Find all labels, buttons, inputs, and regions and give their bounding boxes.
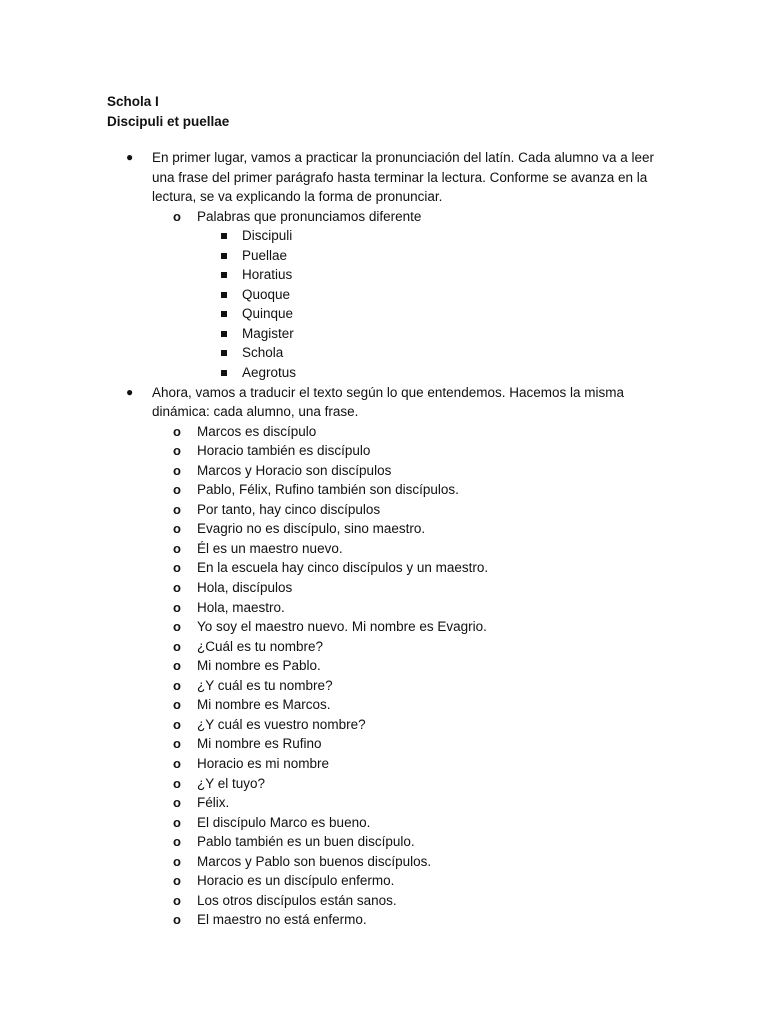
square-bullet-icon [221, 370, 227, 376]
word-text: Puellae [242, 247, 288, 263]
document-header [107, 92, 229, 132]
sub-list-item-text: Horacio también es discípulo [197, 443, 371, 459]
sub-list-item [0, 656, 668, 676]
sub-list-item-text: ¿Y cuál es tu nombre? [197, 677, 333, 693]
circle-bullet-icon: o [173, 755, 181, 771]
sub-list-item [0, 852, 668, 872]
sub-list-item [0, 715, 668, 735]
sub-list-item [0, 519, 668, 539]
word-text: Magister [242, 325, 294, 341]
circle-bullet-icon: o [173, 873, 181, 889]
sub-list-item [0, 500, 668, 520]
sub-list-item [0, 891, 668, 911]
circle-bullet-icon: o [173, 775, 181, 791]
word-list-item [0, 363, 668, 383]
sub-list-item [0, 871, 668, 891]
sub-list-item-text: Palabras que pronunciamos diferente [197, 208, 422, 224]
sub-list-item-text: Marcos y Pablo son buenos discípulos. [197, 853, 432, 869]
sub-list-item-text: Él es un maestro nuevo. [197, 540, 343, 556]
sub-list-item [0, 617, 668, 637]
sub-list-item-text: Mi nombre es Rufino [197, 736, 322, 752]
sub-list-item [0, 461, 668, 481]
sub-list-item [0, 832, 668, 852]
circle-bullet-icon: o [173, 580, 181, 596]
list-item-text: En primer lugar, vamos a practicar la pronunciación del latín. Cada alumno va a leer una frase del primer parágrafo hasta terminar la lectura. Conforme se avanza en la lectura, se va explicando la forma de pronunciar. [152, 150, 655, 205]
square-bullet-icon [221, 311, 227, 317]
word-text: Quinque [242, 306, 294, 322]
circle-bullet-icon: o [173, 834, 181, 850]
sub-list-item-text: Los otros discípulos están sanos. [197, 892, 397, 908]
circle-bullet-icon: o [173, 697, 181, 713]
sub-list-item [0, 422, 668, 442]
document-title: Schola I [107, 94, 159, 109]
sub-list-item [0, 813, 668, 833]
word-list-item [0, 324, 668, 344]
sub-list-item-text: En la escuela hay cinco discípulos y un maestro. [197, 560, 489, 576]
sub-list-item [0, 480, 668, 500]
list-item [0, 148, 768, 383]
circle-bullet-icon: o [173, 795, 181, 811]
sub-list-item [0, 578, 668, 598]
circle-bullet-icon: o [173, 658, 181, 674]
sub-list-item-text: Marcos es discípulo [197, 423, 317, 439]
bullet-list [0, 148, 768, 930]
circle-bullet-icon: o [173, 501, 181, 517]
sub-list-item [0, 539, 668, 559]
sub-list [152, 422, 668, 930]
bullet-dot-icon: ● [126, 150, 134, 164]
sub-list-item [0, 598, 668, 618]
circle-bullet-icon: o [173, 521, 181, 537]
square-bullet-icon [221, 233, 227, 239]
square-bullet-icon [221, 331, 227, 337]
bullet-dot-icon: ● [126, 384, 134, 399]
word-list-item [0, 304, 668, 324]
sub-list-item [0, 754, 668, 774]
circle-bullet-icon: o [173, 599, 181, 615]
sub-list-item [0, 734, 668, 754]
sub-list-item [0, 695, 668, 715]
word-list-item [0, 265, 668, 285]
circle-bullet-icon: o [173, 462, 181, 478]
word-text: Quoque [242, 286, 291, 302]
circle-bullet-icon: o [173, 423, 181, 439]
sub-list-item-text: Horacio es mi nombre [197, 755, 330, 771]
sub-list-item-text: Evagrio no es discípulo, sino maestro. [197, 521, 426, 537]
circle-bullet-icon: o [173, 638, 181, 654]
word-list-item [0, 285, 668, 305]
sub-list-item-text: Mi nombre es Pablo. [197, 658, 321, 674]
document-subtitle: Discipuli et puellae [107, 114, 230, 129]
word-list-item [0, 226, 668, 246]
word-list-item [0, 343, 668, 363]
sub-list-item-text: Horacio es un discípulo enfermo. [197, 873, 395, 889]
word-text: Schola [242, 345, 284, 361]
square-bullet-icon [221, 292, 227, 298]
sub-list-item-text: El discípulo Marco es bueno. [197, 814, 371, 830]
sub-list-item-text: ¿Y cuál es vuestro nombre? [197, 716, 366, 732]
sub-list-item-text: ¿Y el tuyo? [197, 775, 266, 791]
circle-bullet-icon: o [173, 482, 181, 498]
word-text: Horatius [242, 267, 293, 283]
word-list-item [0, 246, 668, 266]
circle-bullet-icon: o [173, 892, 181, 908]
sub-list-item [0, 793, 668, 813]
sub-list-item-text: Mi nombre es Marcos. [197, 697, 331, 713]
circle-bullet-icon: o [173, 677, 181, 693]
square-bullet-icon [221, 350, 227, 356]
circle-bullet-icon: o [173, 716, 181, 732]
sub-list-item-text: El maestro no está enfermo. [197, 912, 367, 928]
list-item-text: Ahora, vamos a traducir el texto según lo que entendemos. Hacemos la misma dinámica: cada alumno, una frase. [152, 384, 624, 420]
circle-bullet-icon: o [173, 736, 181, 752]
circle-bullet-icon: o [173, 540, 181, 556]
sub-list [152, 207, 668, 383]
sub-list-item [0, 441, 668, 461]
sub-list-item-text: Hola, maestro. [197, 599, 285, 615]
sub-list-item [0, 207, 668, 383]
circle-bullet-icon: o [173, 619, 181, 635]
square-bullet-icon [221, 272, 227, 278]
sub-list-item-text: Félix. [197, 795, 230, 811]
sub-list-item [0, 910, 668, 930]
circle-bullet-icon: o [173, 443, 181, 459]
sub-list-item [0, 676, 668, 696]
sub-list-item-text: Pablo también es un buen discípulo. [197, 834, 415, 850]
sub-list-item-text: ¿Cuál es tu nombre? [197, 638, 324, 654]
sub-list-item-text: Hola, discípulos [197, 580, 293, 596]
circle-bullet-icon: o [173, 208, 181, 224]
circle-bullet-icon: o [173, 560, 181, 576]
circle-bullet-icon: o [173, 912, 181, 928]
sub-list-item-text: Por tanto, hay cinco discípulos [197, 501, 381, 517]
circle-bullet-icon: o [173, 853, 181, 869]
circle-bullet-icon: o [173, 814, 181, 830]
square-bullet-icon [221, 253, 227, 259]
word-text: Aegrotus [242, 365, 297, 381]
sub-list-item-text: Yo soy el maestro nuevo. Mi nombre es Evagrio. [197, 619, 487, 635]
word-text: Discipuli [242, 228, 293, 244]
sub-list-item-text: Pablo, Félix, Rufino también son discípulos. [197, 482, 459, 498]
sub-list-item-text: Marcos y Horacio son discípulos [197, 462, 392, 478]
list-item [0, 383, 768, 930]
word-list [197, 226, 668, 382]
sub-list-item [0, 558, 668, 578]
sub-list-item [0, 774, 668, 794]
sub-list-item [0, 637, 668, 657]
